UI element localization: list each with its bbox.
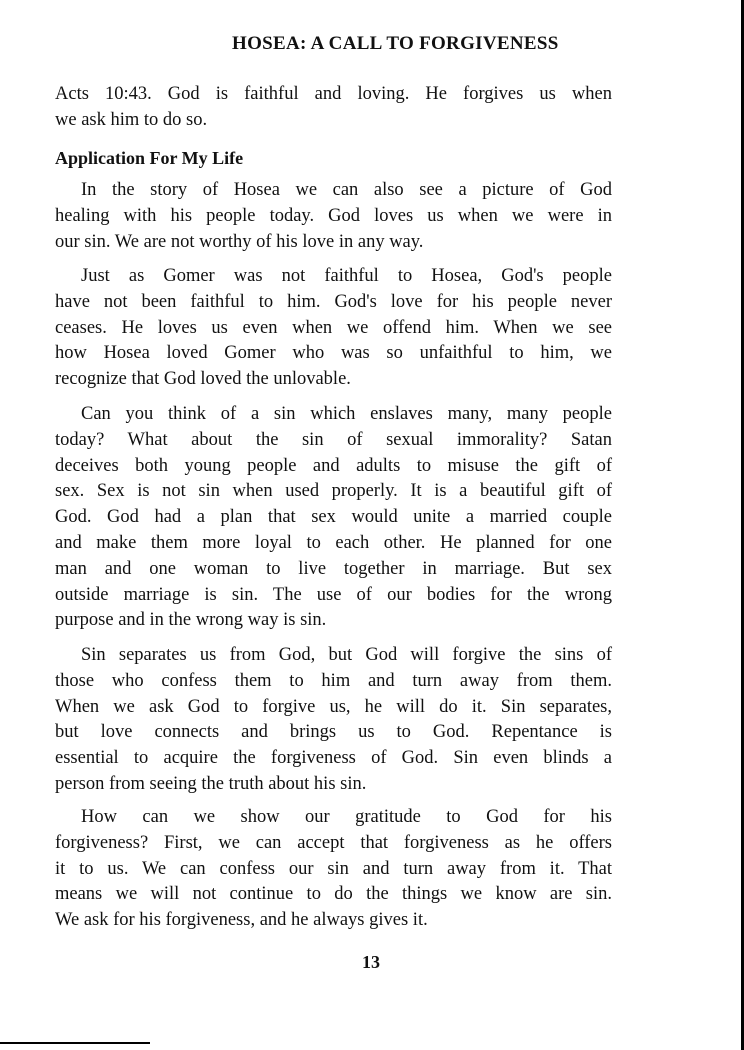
text-line: how Hosea loved Gomer who was so unfaithful to him, we bbox=[55, 343, 612, 364]
text-line: man and one woman to live together in marriage. But sex bbox=[55, 558, 612, 579]
text-line: How can we show our gratitude to God for his bbox=[81, 807, 612, 827]
scan-edge bbox=[0, 1042, 150, 1050]
section-heading: Application For My Life bbox=[55, 148, 244, 168]
text-line: those who confess them to him and turn away from them. bbox=[55, 670, 612, 691]
text-line: sex. Sex is not sin when used properly. It is a beautiful gift of bbox=[55, 481, 612, 502]
text-line: but love connects and brings us to God. Repentance is bbox=[55, 722, 612, 743]
text-line: When we ask God to forgive us, he will do it. Sin separates, bbox=[55, 696, 612, 717]
text-line: we ask him to do so. bbox=[55, 109, 208, 130]
text-line: deceives both young people and adults to misuse the gift of bbox=[55, 455, 612, 476]
text-line: We ask for his forgiveness, and he always gives it. bbox=[55, 910, 428, 931]
text-line: recognize that God loved the unlovable. bbox=[55, 369, 351, 390]
paragraph bbox=[55, 264, 612, 393]
paragraph bbox=[55, 178, 612, 255]
text-line: Can you think of a sin which enslaves many, many people bbox=[81, 404, 612, 424]
paragraph bbox=[55, 805, 612, 934]
text-line: person from seeing the truth about his sin. bbox=[55, 773, 367, 794]
text-line: God. God had a plan that sex would unite a married couple bbox=[55, 507, 612, 528]
page-number: 13 bbox=[362, 952, 380, 972]
paragraph bbox=[55, 643, 612, 798]
text-line: In the story of Hosea we can also see a picture of God bbox=[81, 180, 612, 200]
text-line: means we will not continue to do the things we know are sin. bbox=[55, 884, 612, 905]
text-line: ceases. He loves us even when we offend him. When we see bbox=[55, 317, 612, 338]
text-line: outside marriage is sin. The use of our bodies for the wrong bbox=[55, 584, 612, 605]
text-line: Just as Gomer was not faithful to Hosea, God's people bbox=[81, 266, 612, 286]
text-line: forgiveness? First, we can accept that forgiveness as he offers bbox=[55, 832, 612, 853]
text-line: our sin. We are not worthy of his love in any way. bbox=[55, 231, 424, 252]
text-line: Sin separates us from God, but God will forgive the sins of bbox=[81, 645, 612, 665]
text-line: and make them more loyal to each other. He planned for one bbox=[55, 532, 612, 553]
page-title: HOSEA: A CALL TO FORGIVENESS bbox=[232, 33, 559, 54]
text-line: purpose and in the wrong way is sin. bbox=[55, 610, 327, 631]
intro-paragraph bbox=[55, 82, 612, 134]
text-line: today? What about the sin of sexual immorality? Satan bbox=[55, 429, 612, 450]
text-line: essential to acquire the forgiveness of God. Sin even blinds a bbox=[55, 748, 612, 769]
paragraph bbox=[55, 402, 612, 634]
text-line: Acts 10:43. God is faithful and loving. He forgives us when bbox=[55, 84, 612, 104]
text-line: have not been faithful to him. God's love for his people never bbox=[55, 291, 612, 312]
text-line: healing with his people today. God loves us when we were in bbox=[55, 205, 612, 226]
text-line: it to us. We can confess our sin and turn away from it. That bbox=[55, 858, 612, 879]
